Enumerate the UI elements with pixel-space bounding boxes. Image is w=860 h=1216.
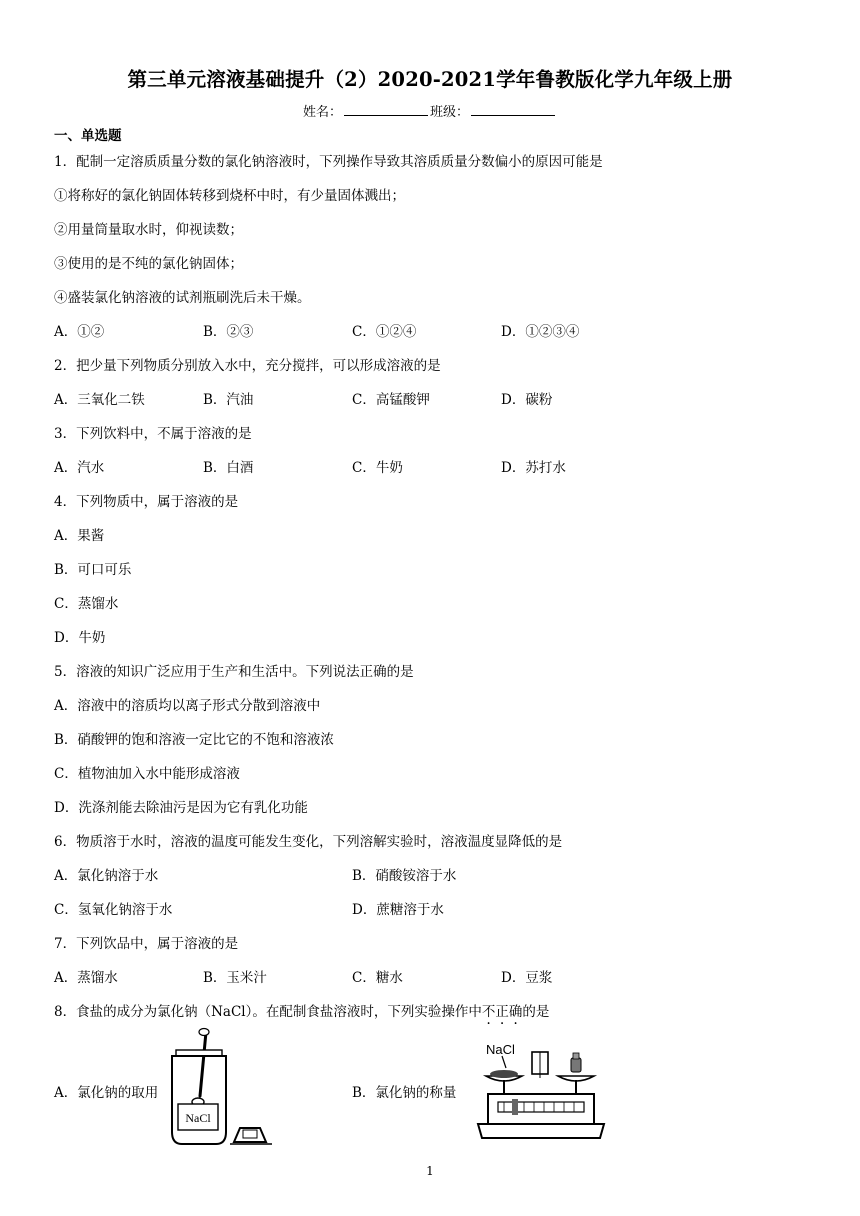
balance-figure: [472, 1038, 612, 1144]
q1-option-d[interactable]: D．①②③④: [501, 324, 580, 340]
q5-option-d[interactable]: D．洗涤剂能去除油污是因为它有乳化功能: [54, 800, 308, 816]
q6-option-b[interactable]: B．硝酸铵溶于水: [352, 868, 457, 884]
q1-option-a[interactable]: A．①②: [54, 324, 105, 340]
q1-item: ③使用的是不纯的氯化钠固体；: [54, 256, 243, 272]
label-pointer-line: [502, 1056, 506, 1068]
q8-stem-emphasis: 不: [481, 1004, 496, 1020]
class-blank[interactable]: [471, 104, 555, 116]
q4-option-a[interactable]: A．果酱: [54, 528, 105, 544]
q2-option-c[interactable]: C．高锰酸钾: [352, 392, 430, 408]
class-label: 班级：: [430, 105, 470, 120]
balance-foot: [478, 1124, 604, 1138]
q3-option-c[interactable]: C．牛奶: [352, 460, 403, 476]
q6-stem: 6．物质溶于水时，溶液的温度可能发生变化，下列溶解实验时，溶液温度显降低的是: [54, 834, 563, 850]
q2-stem: 2．把少量下列物质分别放入水中，充分搅拌，可以形成溶液的是: [54, 358, 441, 374]
name-blank[interactable]: [344, 104, 428, 116]
q7-option-a[interactable]: A．蒸馏水: [54, 970, 118, 986]
salt-sample: [490, 1070, 518, 1078]
q6-option-a[interactable]: A．氯化钠溶于水: [54, 868, 159, 884]
page-title: 第三单元溶液基础提升（2）2020-2021学年鲁教版化学九年级上册: [127, 68, 733, 91]
q8-stem-emphasis: 正: [495, 1004, 509, 1020]
q2-option-b[interactable]: B．汽油: [203, 392, 254, 408]
section-title: 一、单选题: [54, 128, 122, 144]
name-label: 姓名：: [302, 105, 342, 120]
balance-scale-bar: [498, 1102, 584, 1112]
bottle-label-text: NaCl: [185, 1111, 211, 1125]
q7-stem: 7．下列饮品中，属于溶液的是: [54, 936, 239, 952]
q1-item: ①将称好的氯化钠固体转移到烧杯中时，有少量固体溅出；: [54, 188, 405, 204]
balance-rider: [512, 1099, 518, 1115]
q3-option-d[interactable]: D．苏打水: [501, 460, 566, 476]
reagent-bottle-figure: [162, 1026, 274, 1148]
q3-option-b[interactable]: B．白酒: [203, 460, 254, 476]
q8-stem-main: 8．食盐的成分为氯化钠（NaCl）。在配制食盐溶液时，下列实验操作中: [54, 1004, 482, 1020]
student-info-line: [0, 101, 860, 120]
q3-stem: 3．下列饮料中，不属于溶液的是: [54, 426, 252, 442]
q2-option-a[interactable]: A．三氧化二铁: [54, 392, 145, 408]
weight-knob: [573, 1053, 579, 1059]
q5-option-a[interactable]: A．溶液中的溶质均以离子形式分散到溶液中: [54, 698, 321, 714]
q8-stem-emphasis: 确: [508, 1004, 523, 1020]
q8-option-b[interactable]: B．氯化钠的称量: [352, 1085, 457, 1101]
q1-option-c[interactable]: C．①②④: [352, 324, 417, 340]
weight-block: [571, 1058, 581, 1072]
q5-option-c[interactable]: C．植物油加入水中能形成溶液: [54, 766, 240, 782]
q8-stem-tail: 的是: [522, 1004, 550, 1020]
q4-option-d[interactable]: D．牛奶: [54, 630, 106, 646]
q6-option-d[interactable]: D．蔗糖溶于水: [352, 902, 444, 918]
q4-option-c[interactable]: C．蒸馏水: [54, 596, 119, 612]
spoon-tip: [199, 1029, 209, 1036]
balance-sample-label: NaCl: [486, 1042, 515, 1057]
q5-option-b[interactable]: B．硝酸钾的饱和溶液一定比它的不饱和溶液浓: [54, 732, 334, 748]
q1-stem: 1．配制一定溶质质量分数的氯化钠溶液时，下列操作导致其溶质质量分数偏小的原因可能是: [54, 154, 603, 170]
q7-option-b[interactable]: B．玉米汁: [203, 970, 267, 986]
q1-item: ④盛装氯化钠溶液的试剂瓶刷洗后未干燥。: [54, 290, 311, 306]
q1-item: ②用量筒量取水时，仰视读数；: [54, 222, 243, 238]
spoon-handle: [200, 1032, 206, 1096]
q6-option-c[interactable]: C．氢氧化钠溶于水: [54, 902, 173, 918]
q1-option-b[interactable]: B．②③: [203, 324, 254, 340]
q8-option-a[interactable]: A．氯化钠的取用: [54, 1085, 159, 1101]
stopper-top: [243, 1130, 257, 1138]
q2-option-d[interactable]: D．碳粉: [501, 392, 553, 408]
q7-option-c[interactable]: C．糖水: [352, 970, 403, 986]
q5-stem: 5．溶液的知识广泛应用于生产和生活中。下列说法正确的是: [54, 664, 414, 680]
q8-stem: [54, 1000, 549, 1020]
q7-option-d[interactable]: D．豆浆: [501, 970, 553, 986]
page-number: 1: [426, 1164, 434, 1178]
q4-stem: 4．下列物质中，属于溶液的是: [54, 494, 239, 510]
q4-option-b[interactable]: B．可口可乐: [54, 562, 132, 578]
q3-option-a[interactable]: A．汽水: [54, 460, 105, 476]
